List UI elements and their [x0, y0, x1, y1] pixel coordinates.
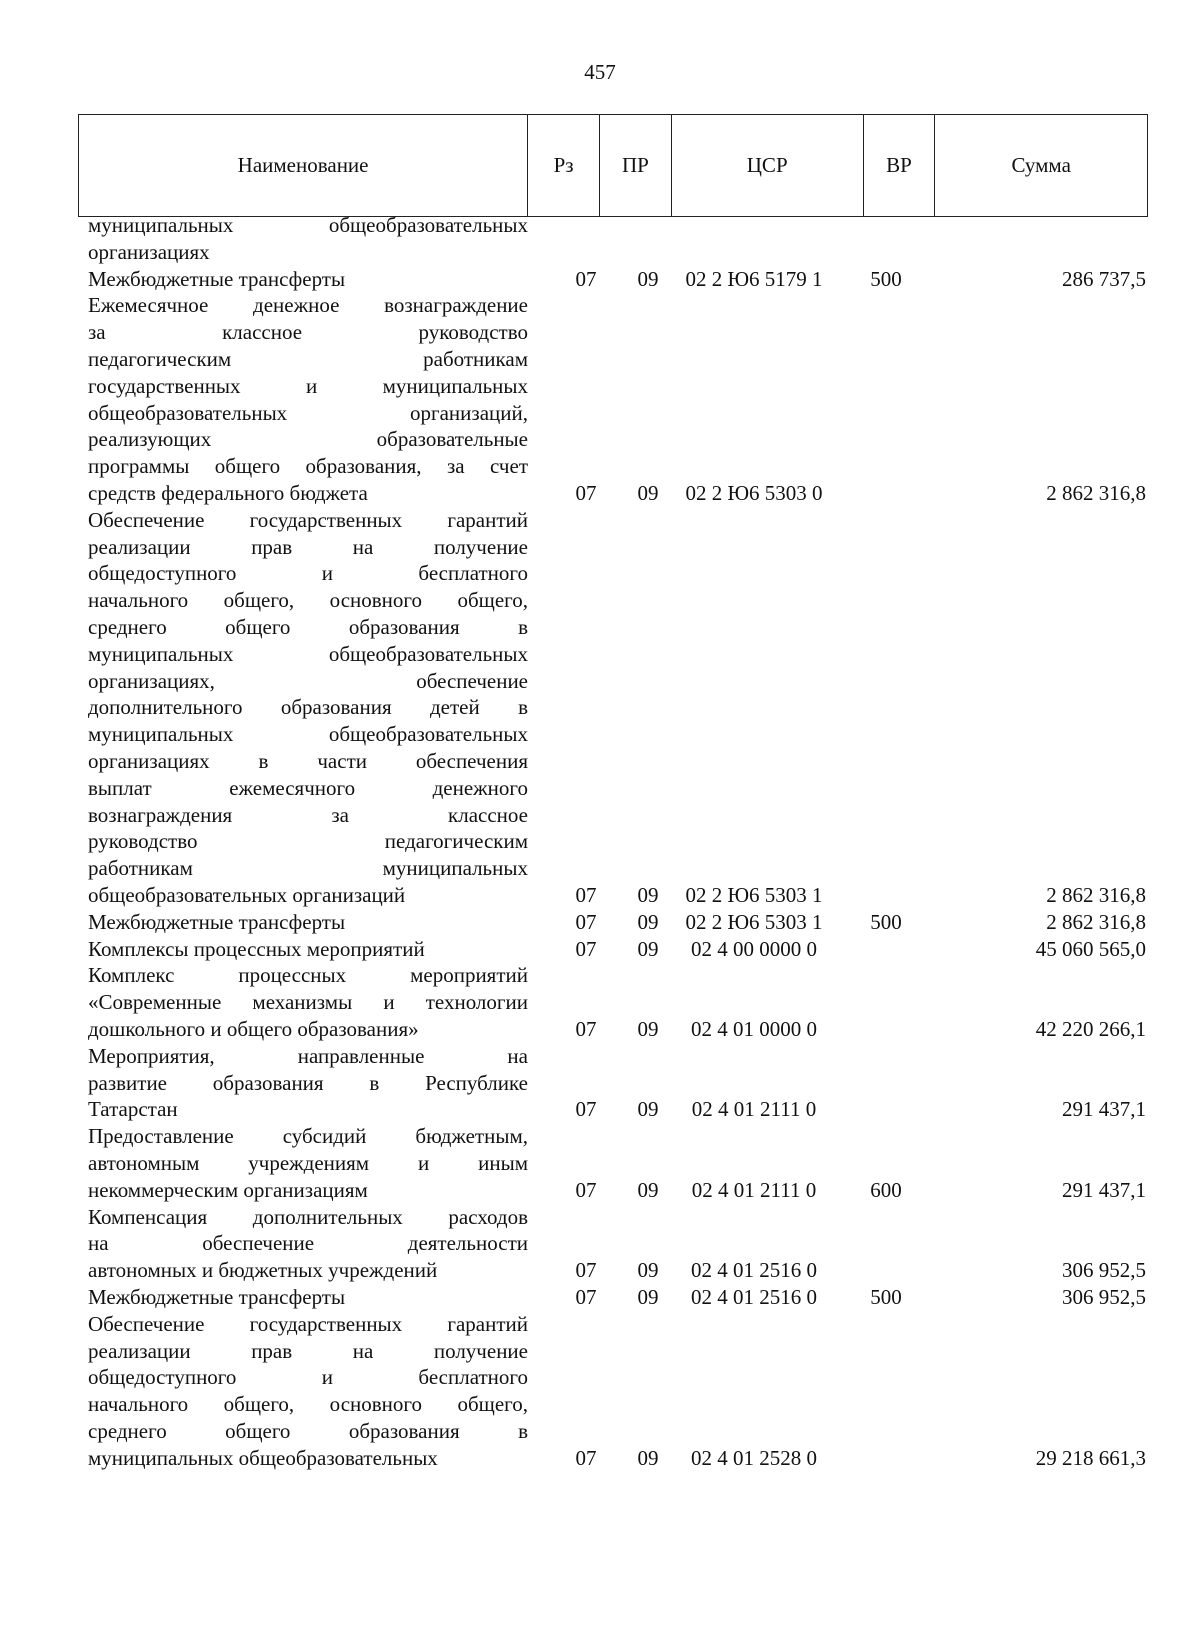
row-csr: 02 2 Ю6 5179 1: [685, 266, 823, 291]
row-name-line: выплат ежемесячного денежного: [88, 775, 528, 800]
row-name-line: Комплекс процессных мероприятий: [88, 963, 528, 988]
row-name-line: руководство педагогическим: [88, 829, 528, 854]
row-rz: 07: [575, 1177, 597, 1202]
row-rz: 07: [575, 266, 597, 291]
row-name-line: организациях, обеспечение: [88, 668, 528, 693]
row-name-line: автономных и бюджетных учреждений: [88, 1258, 438, 1283]
row-name-line: Компенсация дополнительных расходов: [88, 1204, 528, 1229]
row-name-line: реализующих образовательные: [88, 427, 528, 452]
row-name-line: на обеспечение деятельности: [88, 1231, 528, 1256]
row-pr: 09: [637, 1258, 659, 1283]
row-vr: 500: [870, 266, 902, 291]
row-name: [78, 507, 528, 909]
row-csr: 02 4 01 2111 0: [691, 1177, 817, 1202]
row-sum: 286 737,5: [1062, 266, 1146, 291]
header-rz: Рз: [528, 115, 600, 216]
row-name-line: Мероприятия, направленные на: [88, 1043, 528, 1068]
row-sum: 291 437,1: [1062, 1177, 1146, 1202]
row-name-line: Обеспечение государственных гарантий: [88, 507, 528, 532]
row-name-line: общедоступного и бесплатного: [88, 1365, 528, 1390]
table-row: [78, 1311, 1148, 1472]
row-name-line: некоммерческим организациям: [88, 1177, 368, 1202]
table-row: [78, 266, 1148, 293]
table-row: [78, 212, 1148, 266]
row-name-line: общедоступного и бесплатного: [88, 561, 528, 586]
row-name-line: организациях: [88, 239, 210, 264]
row-csr: 02 4 00 0000 0: [691, 936, 817, 961]
row-pr: 09: [637, 1097, 659, 1122]
row-pr: 09: [637, 480, 659, 505]
row-pr: 09: [637, 909, 659, 934]
row-name-line: Межбюджетные трансферты: [88, 266, 346, 291]
row-rz: 07: [575, 1097, 597, 1122]
row-rz: 07: [575, 1445, 597, 1470]
page-number: 457: [584, 60, 616, 84]
row-name-line: средств федерального бюджета: [88, 480, 368, 505]
row-csr: 02 2 Ю6 5303 1: [685, 883, 823, 907]
row-pr: 09: [637, 1177, 659, 1202]
row-sum: 45 060 565,0: [1035, 936, 1146, 961]
row-pr: 09: [637, 936, 659, 961]
row-rz: 07: [575, 883, 597, 907]
row-pr: 09: [637, 1285, 659, 1309]
row-csr: 02 4 01 2528 0: [691, 1445, 817, 1470]
row-name: [78, 292, 528, 506]
table-row: [78, 1284, 1148, 1311]
row-csr: 02 2 Ю6 5303 1: [685, 909, 823, 934]
row-name-line: Межбюджетные трансферты: [88, 1285, 346, 1309]
row-sum: 42 220 266,1: [1035, 1016, 1146, 1041]
row-csr: 02 4 01 0000 0: [691, 1016, 817, 1041]
row-name-line: работникам муниципальных: [88, 856, 528, 881]
row-vr: 600: [870, 1177, 902, 1202]
row-name-line: дополнительного образования детей в: [88, 695, 528, 720]
row-name-line: Ежемесячное денежное вознаграждение: [88, 293, 528, 318]
row-name-line: реализации прав на получение: [88, 534, 528, 559]
row-csr: 02 2 Ю6 5303 0: [685, 480, 823, 505]
row-rz: 07: [575, 1258, 597, 1283]
table-row: [78, 1123, 1148, 1203]
row-name-line: автономным учреждениям и иным: [88, 1150, 528, 1175]
row-sum: 2 862 316,8: [1046, 909, 1146, 934]
row-name-line: общеобразовательных организаций: [88, 882, 406, 907]
table-row: [78, 292, 1148, 506]
row-name-line: «Современные механизмы и технологии: [88, 990, 528, 1015]
row-sum: 306 952,5: [1062, 1258, 1146, 1283]
row-name-line: вознаграждения за классное: [88, 802, 528, 827]
row-name-line: муниципальных общеобразовательных: [88, 1445, 438, 1470]
row-name-line: реализации прав на получение: [88, 1338, 528, 1363]
row-name-line: муниципальных общеобразовательных: [88, 213, 528, 237]
row-name-line: Комплексы процессных мероприятий: [88, 936, 425, 961]
row-name-line: за классное руководство: [88, 320, 528, 345]
row-name-line: начального общего, основного общего,: [88, 588, 528, 613]
row-name-line: организациях в части обеспечения: [88, 748, 528, 773]
row-name-line: Обеспечение государственных гарантий: [88, 1311, 528, 1336]
row-name-line: Татарстан: [88, 1097, 178, 1122]
header-name: Наименование: [79, 115, 528, 216]
header-sum: Сумма: [1011, 153, 1071, 177]
row-csr: 02 4 01 2516 0: [691, 1258, 817, 1283]
row-rz: 07: [575, 1285, 597, 1309]
table-row: [78, 962, 1148, 1042]
row-sum: 2 862 316,8: [1046, 883, 1146, 907]
row-name-line: Предоставление субсидий бюджетным,: [88, 1124, 528, 1149]
row-csr: 02 4 01 2111 0: [691, 1097, 817, 1122]
table-row: [78, 936, 1148, 963]
table-row: [78, 1204, 1148, 1284]
row-name-line: муниципальных общеобразовательных: [88, 722, 528, 747]
row-pr: 09: [637, 1016, 659, 1041]
row-pr: 09: [637, 266, 659, 291]
table-header: [78, 114, 1148, 217]
row-vr: 500: [870, 1285, 902, 1309]
row-name-line: муниципальных общеобразовательных: [88, 641, 528, 666]
table-row: [78, 1043, 1148, 1123]
row-sum: 306 952,5: [1062, 1285, 1146, 1309]
row-rz: 07: [575, 480, 597, 505]
row-sum: 291 437,1: [1062, 1097, 1146, 1122]
header-csr: ЦСР: [672, 115, 864, 216]
row-sum: 2 862 316,8: [1046, 480, 1146, 505]
row-name-line: программы общего образования, за счет: [88, 454, 528, 479]
row-name-line: общеобразовательных организаций,: [88, 400, 528, 425]
row-name-line: развитие образования в Республике: [88, 1070, 528, 1095]
row-name-line: среднего общего образования в: [88, 614, 528, 639]
row-rz: 07: [575, 1016, 597, 1041]
header-pr: ПР: [600, 115, 672, 216]
row-vr: 500: [870, 909, 902, 934]
row-name-line: начального общего, основного общего,: [88, 1392, 528, 1417]
row-rz: 07: [575, 936, 597, 961]
row-pr: 09: [637, 1445, 659, 1470]
row-name-line: дошкольного и общего образования»: [88, 1016, 419, 1041]
row-name-line: среднего общего образования в: [88, 1418, 528, 1443]
header-vr: ВР: [864, 115, 936, 216]
table-row: [78, 909, 1148, 936]
table-row: [78, 507, 1148, 909]
row-pr: 09: [637, 883, 659, 907]
row-rz: 07: [575, 909, 597, 934]
row-sum: 29 218 661,3: [1035, 1445, 1146, 1470]
row-name-line: педагогическим работникам: [88, 346, 528, 371]
row-name-line: государственных и муниципальных: [88, 373, 528, 398]
row-name-line: Межбюджетные трансферты: [88, 909, 346, 934]
row-csr: 02 4 01 2516 0: [691, 1285, 817, 1309]
